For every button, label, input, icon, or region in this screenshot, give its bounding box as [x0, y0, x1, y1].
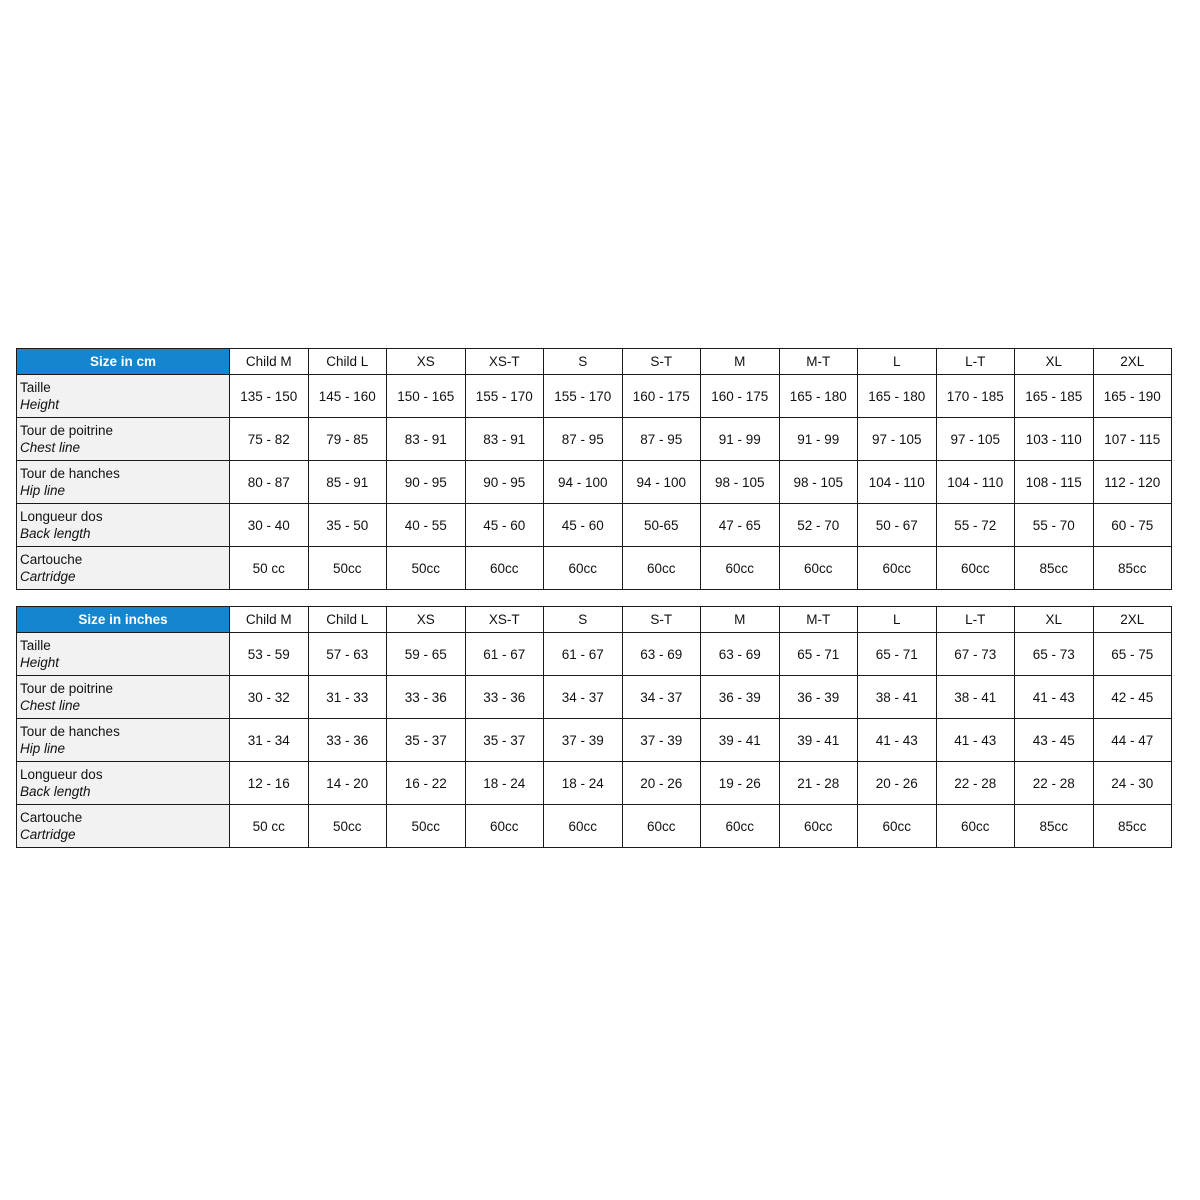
- size-value-cell: 60cc: [858, 805, 937, 848]
- size-value-cell: 60cc: [465, 805, 544, 848]
- size-value-cell: 50 cc: [230, 805, 309, 848]
- size-value-cell: 57 - 63: [308, 633, 387, 676]
- size-value-cell: 50cc: [308, 547, 387, 590]
- size-value-cell: 67 - 73: [936, 633, 1015, 676]
- size-value-cell: 30 - 40: [230, 504, 309, 547]
- size-value-cell: 94 - 100: [544, 461, 623, 504]
- size-value-cell: 41 - 43: [936, 719, 1015, 762]
- measurement-label: [17, 547, 230, 590]
- size-value-cell: 43 - 45: [1015, 719, 1094, 762]
- size-value-cell: 34 - 37: [544, 676, 623, 719]
- size-value-cell: 107 - 115: [1093, 418, 1172, 461]
- size-value-cell: 97 - 105: [936, 418, 1015, 461]
- size-value-cell: 165 - 190: [1093, 375, 1172, 418]
- measurement-label: [17, 762, 230, 805]
- size-value-cell: 87 - 95: [622, 418, 701, 461]
- size-value-cell: 20 - 26: [622, 762, 701, 805]
- size-value-cell: 85 - 91: [308, 461, 387, 504]
- measurement-label: [17, 719, 230, 762]
- size-value-cell: 42 - 45: [1093, 676, 1172, 719]
- measurement-row: [17, 676, 1172, 719]
- size-value-cell: 165 - 180: [779, 375, 858, 418]
- size-column-header: M: [701, 349, 780, 375]
- size-value-cell: 63 - 69: [622, 633, 701, 676]
- size-value-cell: 150 - 165: [387, 375, 466, 418]
- size-value-cell: 65 - 73: [1015, 633, 1094, 676]
- size-column-header: S-T: [622, 349, 701, 375]
- measurement-row: [17, 418, 1172, 461]
- size-value-cell: 60cc: [544, 547, 623, 590]
- size-value-cell: 60cc: [701, 805, 780, 848]
- table-title: Size in cm: [17, 349, 230, 375]
- size-value-cell: 38 - 41: [936, 676, 1015, 719]
- size-column-header: XS: [387, 349, 466, 375]
- size-value-cell: 60cc: [936, 547, 1015, 590]
- size-value-cell: 90 - 95: [387, 461, 466, 504]
- size-value-cell: 60cc: [622, 547, 701, 590]
- size-value-cell: 16 - 22: [387, 762, 466, 805]
- label-french: Tour de hanches: [20, 466, 120, 481]
- size-value-cell: 53 - 59: [230, 633, 309, 676]
- label-english: Height: [20, 655, 60, 670]
- size-column-header: Child L: [308, 349, 387, 375]
- size-value-cell: 108 - 115: [1015, 461, 1094, 504]
- label-french: Longueur dos: [20, 509, 103, 524]
- size-column-header: 2XL: [1093, 607, 1172, 633]
- size-value-cell: 18 - 24: [544, 762, 623, 805]
- measurement-label: [17, 676, 230, 719]
- size-value-cell: 65 - 75: [1093, 633, 1172, 676]
- size-value-cell: 33 - 36: [387, 676, 466, 719]
- size-value-cell: 98 - 105: [701, 461, 780, 504]
- measurement-row: [17, 375, 1172, 418]
- size-header-row: [17, 349, 1172, 375]
- size-value-cell: 85cc: [1015, 805, 1094, 848]
- size-value-cell: 60cc: [544, 805, 623, 848]
- measurement-label: [17, 418, 230, 461]
- label-english: Back length: [20, 526, 91, 541]
- size-value-cell: 50cc: [387, 547, 466, 590]
- size-value-cell: 22 - 28: [1015, 762, 1094, 805]
- size-value-cell: 14 - 20: [308, 762, 387, 805]
- label-english: Hip line: [20, 483, 66, 498]
- size-column-header: XS-T: [465, 607, 544, 633]
- size-value-cell: 35 - 37: [465, 719, 544, 762]
- size-column-header: XL: [1015, 349, 1094, 375]
- size-value-cell: 104 - 110: [858, 461, 937, 504]
- size-value-cell: 21 - 28: [779, 762, 858, 805]
- size-value-cell: 35 - 37: [387, 719, 466, 762]
- size-column-header: S: [544, 607, 623, 633]
- size-value-cell: 39 - 41: [701, 719, 780, 762]
- size-value-cell: 38 - 41: [858, 676, 937, 719]
- size-value-cell: 85cc: [1093, 805, 1172, 848]
- size-value-cell: 160 - 175: [701, 375, 780, 418]
- size-value-cell: 30 - 32: [230, 676, 309, 719]
- label-french: Tour de poitrine: [20, 681, 114, 696]
- size-value-cell: 91 - 99: [701, 418, 780, 461]
- size-column-header: L: [858, 607, 937, 633]
- label-french: Taille: [20, 380, 51, 395]
- size-value-cell: 60cc: [701, 547, 780, 590]
- size-value-cell: 165 - 185: [1015, 375, 1094, 418]
- size-value-cell: 50cc: [387, 805, 466, 848]
- size-value-cell: 98 - 105: [779, 461, 858, 504]
- label-english: Chest line: [20, 698, 81, 713]
- label-french: Tour de hanches: [20, 724, 120, 739]
- size-value-cell: 41 - 43: [858, 719, 937, 762]
- size-value-cell: 36 - 39: [701, 676, 780, 719]
- size-value-cell: 60 - 75: [1093, 504, 1172, 547]
- size-value-cell: 34 - 37: [622, 676, 701, 719]
- size-value-cell: 44 - 47: [1093, 719, 1172, 762]
- size-value-cell: 85cc: [1093, 547, 1172, 590]
- size-value-cell: 160 - 175: [622, 375, 701, 418]
- size-value-cell: 63 - 69: [701, 633, 780, 676]
- size-value-cell: 145 - 160: [308, 375, 387, 418]
- table-title: Size in inches: [17, 607, 230, 633]
- measurement-row: [17, 805, 1172, 848]
- size-column-header: L: [858, 349, 937, 375]
- size-value-cell: 19 - 26: [701, 762, 780, 805]
- size-value-cell: 47 - 65: [701, 504, 780, 547]
- size-value-cell: 35 - 50: [308, 504, 387, 547]
- size-column-header: L-T: [936, 349, 1015, 375]
- size-value-cell: 135 - 150: [230, 375, 309, 418]
- size-value-cell: 90 - 95: [465, 461, 544, 504]
- size-value-cell: 45 - 60: [465, 504, 544, 547]
- size-value-cell: 31 - 34: [230, 719, 309, 762]
- label-french: Tour de poitrine: [20, 423, 114, 438]
- measurement-row: [17, 504, 1172, 547]
- label-french: Longueur dos: [20, 767, 103, 782]
- size-value-cell: 65 - 71: [858, 633, 937, 676]
- size-value-cell: 18 - 24: [465, 762, 544, 805]
- size-column-header: Child M: [230, 607, 309, 633]
- label-english: Height: [20, 397, 60, 412]
- size-value-cell: 59 - 65: [387, 633, 466, 676]
- size-value-cell: 31 - 33: [308, 676, 387, 719]
- size-value-cell: 65 - 71: [779, 633, 858, 676]
- size-value-cell: 165 - 180: [858, 375, 937, 418]
- size-value-cell: 103 - 110: [1015, 418, 1094, 461]
- size-value-cell: 61 - 67: [544, 633, 623, 676]
- size-column-header: L-T: [936, 607, 1015, 633]
- measurement-row: [17, 547, 1172, 590]
- label-english: Cartridge: [20, 827, 76, 842]
- size-value-cell: 80 - 87: [230, 461, 309, 504]
- size-value-cell: 33 - 36: [465, 676, 544, 719]
- size-value-cell: 41 - 43: [1015, 676, 1094, 719]
- size-value-cell: 94 - 100: [622, 461, 701, 504]
- size-column-header: XS-T: [465, 349, 544, 375]
- size-value-cell: 60cc: [858, 547, 937, 590]
- size-value-cell: 85cc: [1015, 547, 1094, 590]
- size-value-cell: 50-65: [622, 504, 701, 547]
- label-english: Chest line: [20, 440, 81, 455]
- label-english: Back length: [20, 784, 91, 799]
- size-value-cell: 60cc: [779, 547, 858, 590]
- size-table-inches: [16, 606, 1172, 848]
- size-column-header: 2XL: [1093, 349, 1172, 375]
- size-value-cell: 61 - 67: [465, 633, 544, 676]
- size-value-cell: 50 cc: [230, 547, 309, 590]
- size-value-cell: 55 - 72: [936, 504, 1015, 547]
- size-column-header: XS: [387, 607, 466, 633]
- size-value-cell: 83 - 91: [465, 418, 544, 461]
- size-value-cell: 55 - 70: [1015, 504, 1094, 547]
- measurement-row: [17, 461, 1172, 504]
- label-english: Hip line: [20, 741, 66, 756]
- size-column-header: XL: [1015, 607, 1094, 633]
- size-value-cell: 52 - 70: [779, 504, 858, 547]
- size-value-cell: 60cc: [779, 805, 858, 848]
- size-value-cell: 20 - 26: [858, 762, 937, 805]
- size-column-header: Child M: [230, 349, 309, 375]
- size-value-cell: 36 - 39: [779, 676, 858, 719]
- size-value-cell: 60cc: [622, 805, 701, 848]
- measurement-label: [17, 461, 230, 504]
- size-value-cell: 83 - 91: [387, 418, 466, 461]
- size-value-cell: 50 - 67: [858, 504, 937, 547]
- size-value-cell: 45 - 60: [544, 504, 623, 547]
- size-value-cell: 60cc: [465, 547, 544, 590]
- size-value-cell: 91 - 99: [779, 418, 858, 461]
- size-value-cell: 50cc: [308, 805, 387, 848]
- label-french: Taille: [20, 638, 51, 653]
- size-value-cell: 170 - 185: [936, 375, 1015, 418]
- size-value-cell: 24 - 30: [1093, 762, 1172, 805]
- size-column-header: S-T: [622, 607, 701, 633]
- size-table-cm: [16, 348, 1172, 590]
- size-value-cell: 104 - 110: [936, 461, 1015, 504]
- size-value-cell: 155 - 170: [544, 375, 623, 418]
- label-french: Cartouche: [20, 552, 83, 567]
- label-french: Cartouche: [20, 810, 83, 825]
- size-column-header: Child L: [308, 607, 387, 633]
- size-column-header: S: [544, 349, 623, 375]
- size-value-cell: 75 - 82: [230, 418, 309, 461]
- size-value-cell: 87 - 95: [544, 418, 623, 461]
- size-value-cell: 97 - 105: [858, 418, 937, 461]
- size-value-cell: 37 - 39: [622, 719, 701, 762]
- size-value-cell: 12 - 16: [230, 762, 309, 805]
- measurement-row: [17, 633, 1172, 676]
- size-value-cell: 33 - 36: [308, 719, 387, 762]
- measurement-row: [17, 719, 1172, 762]
- measurement-label: [17, 805, 230, 848]
- size-header-row: [17, 607, 1172, 633]
- size-column-header: M-T: [779, 607, 858, 633]
- size-value-cell: 79 - 85: [308, 418, 387, 461]
- size-value-cell: 155 - 170: [465, 375, 544, 418]
- size-value-cell: 112 - 120: [1093, 461, 1172, 504]
- measurement-row: [17, 762, 1172, 805]
- size-value-cell: 22 - 28: [936, 762, 1015, 805]
- size-column-header: M: [701, 607, 780, 633]
- measurement-label: [17, 633, 230, 676]
- label-english: Cartridge: [20, 569, 76, 584]
- size-value-cell: 37 - 39: [544, 719, 623, 762]
- measurement-label: [17, 504, 230, 547]
- measurement-label: [17, 375, 230, 418]
- size-value-cell: 40 - 55: [387, 504, 466, 547]
- size-value-cell: 60cc: [936, 805, 1015, 848]
- size-value-cell: 39 - 41: [779, 719, 858, 762]
- size-column-header: M-T: [779, 349, 858, 375]
